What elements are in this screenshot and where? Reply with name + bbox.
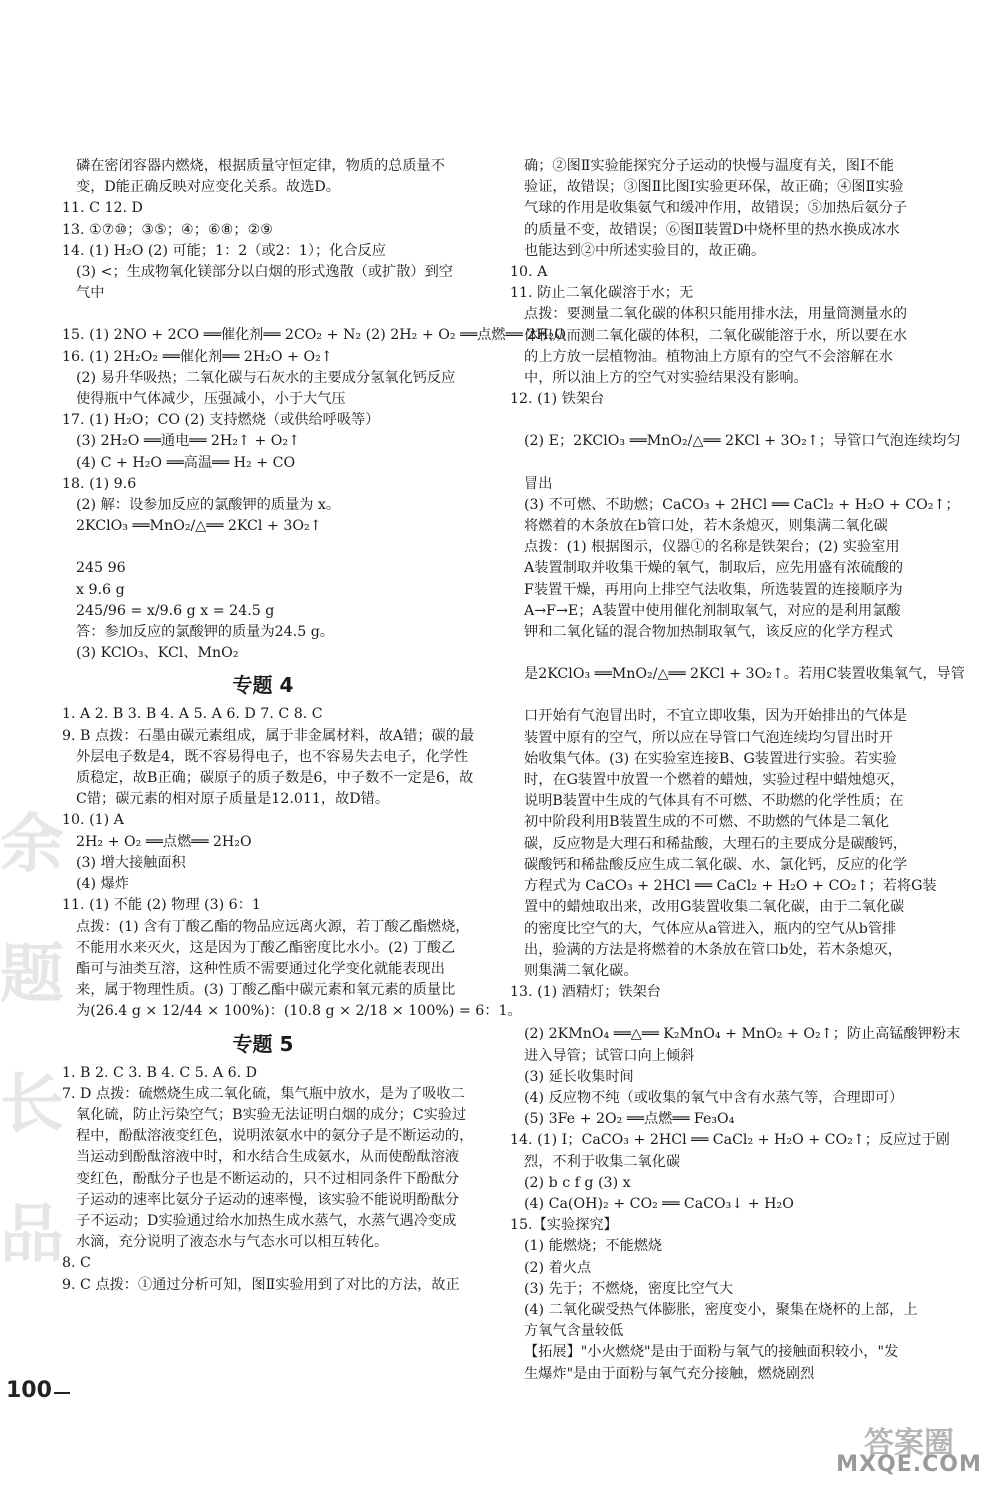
text-line: C错；碳元素的相对原子质量是12.011，故D错。: [76, 791, 390, 808]
text-line: 质稳定，故B正确；碳原子的质子数是6，中子数不一定是6，故: [76, 770, 474, 787]
text-line: 钾和二氧化锰的混合物加热制取氧气，该反应的化学方程式: [524, 624, 893, 641]
text-line: 当运动到酚酞溶液中时，和水结合生成氨水，从而使酚酞溶液: [76, 1149, 460, 1166]
text-line: (2) 着火点: [524, 1259, 592, 1276]
text-line: [62, 537, 464, 558]
text-line: 9. B 点拨：石墨由碳元素组成，属于非金属材料，故A错；碳的最: [62, 727, 475, 744]
text-line: 11. C 12. D: [62, 200, 143, 217]
text-line: 为(26.4 g × 12/44 × 100%)：(10.8 g × 2/18 × 100%) = 6：1。: [76, 1003, 522, 1020]
text-line: 12. (1) 铁架台: [510, 391, 605, 408]
section-5-answers: [62, 1063, 474, 1296]
text-line: 子运动的速率比氨分子运动的速率慢，该实验不能说明酚酞分: [76, 1191, 460, 1208]
text-line: (3) 延长收集时间: [524, 1068, 634, 1085]
text-line: (3) KClO₃、KCl、MnO₂: [76, 645, 239, 662]
text-line: 的密度比空气的大，气体应从a管进入，瓶内的空气从b管排: [524, 920, 897, 937]
text-line: 【拓展】"小火燃烧"是由于面粉与氧气的接触面积较小，"发: [524, 1344, 899, 1361]
text-line: (3) <；生成物氧化镁部分以白烟的形式逸散（或扩散）到空: [76, 264, 453, 281]
text-line: 说明B装置中生成的气体具有不可燃、不助燃的化学性质；在: [524, 793, 904, 810]
text-line: 将燃着的木条放在b管口处，若木条熄灭，则集满二氧化碳: [524, 518, 888, 535]
text-line: 答：参加反应的氯酸钾的质量为24.5 g。: [76, 624, 334, 641]
text-line: 1. A 2. B 3. B 4. A 5. A 6. D 7. C 8. C: [62, 706, 323, 723]
text-line: (2) 2KMnO₄ ══△══ K₂MnO₄ + MnO₂ + O₂↑；防止高锰酸钾粉末: [524, 1026, 961, 1043]
text-line: 也能达到②中所述实验目的，故正确。: [524, 242, 766, 259]
text-line: 使得瓶中气体减少，压强减小，小于大气压: [76, 391, 346, 408]
text-line: [510, 1003, 915, 1024]
text-line: 始收集气体。(3) 在实验室连接B、G装置进行实验。若实验: [524, 750, 897, 767]
text-line: A装置制取并收集干燥的氧气，制取后，应先用盛有浓硫酸的: [524, 560, 904, 577]
text-line: [510, 643, 915, 664]
text-line: (4) Ca(OH)₂ + CO₂ ══ CaCO₃↓ + H₂O: [524, 1195, 794, 1212]
text-line: (4) 爆炸: [76, 876, 129, 893]
text-line: (4) 反应物不纯（或收集的氧气中含有水蒸气等，合理即可）: [524, 1089, 904, 1106]
text-line: 方程式为 CaCO₃ + 2HCl ══ CaCl₂ + H₂O + CO₂↑；若将G装: [524, 878, 937, 895]
text-line: 11. 防止二氧化碳溶于水；无: [510, 285, 694, 302]
text-line: 体积从而测二氧化碳的体积，二氧化碳能溶于水，所以要在水: [524, 327, 908, 344]
text-line: (3) 先于；不燃烧，密度比空气大: [524, 1280, 734, 1297]
text-line: 程中，酚酞溶液变红色，说明浓氨水中的氨分子是不断运动的，: [76, 1128, 474, 1145]
text-line: 245/96 = x/9.6 g x = 24.5 g: [76, 602, 275, 619]
text-line: 气中: [76, 285, 105, 302]
section-4-answers: [62, 704, 522, 1022]
text-line: [510, 685, 915, 706]
text-line: (1) 能燃烧；不能燃烧: [524, 1238, 663, 1255]
text-line: 冒出: [524, 475, 553, 492]
text-line: 则集满二氧化碳。: [524, 962, 638, 979]
text-line: 水滴，充分说明了液态水与气态水可以相互转化。: [76, 1234, 389, 1251]
text-line: 气球的作用是收集氨气和缓冲作用，故错误；⑤加热后氨分子: [524, 200, 908, 217]
text-line: 15.【实验探究】: [510, 1217, 618, 1234]
text-line: 点拨：要测量二氧化碳的体积只能用排水法，用量筒测量水的: [524, 306, 908, 323]
text-line: (3) 2H₂O ══通电══ 2H₂↑ + O₂↑: [76, 433, 300, 450]
text-line: 点拨：(1) 根据图示，仪器①的名称是铁架台；(2) 实验室用: [524, 539, 900, 556]
text-line: 15. (1) 2NO + 2CO ══催化剂══ 2CO₂ + N₂ (2) 2H₂ + O₂ ══点燃══ 2H₂O: [62, 327, 566, 344]
text-line: (3) 增大接触面积: [76, 854, 186, 871]
text-line: 17. (1) H₂O；CO (2) 支持燃烧（或供给呼吸等）: [62, 412, 380, 429]
text-line: 14. (1) Ⅰ；CaCO₃ + 2HCl ══ CaCl₂ + H₂O + CO₂↑；反应过于剧: [510, 1132, 950, 1149]
text-line: 13. ①⑦⑩；③⑤；④；⑥⑧；②⑨: [62, 221, 274, 238]
text-line: 时，在G装置中放置一个燃着的蜡烛，实验过程中蜡烛熄灭，: [524, 772, 905, 789]
text-line: 来，属于物理性质。(3) 丁酸乙酯中碳元素和氧元素的质量比: [76, 982, 456, 999]
text-line: 18. (1) 9.6: [62, 475, 137, 492]
text-line: 14. (1) H₂O (2) 可能；1：2（或2：1）；化合反应: [62, 242, 386, 259]
text-line: 8. C: [62, 1255, 91, 1272]
text-line: (2) b c f g (3) x: [524, 1174, 631, 1191]
page-number: 100: [6, 1378, 52, 1403]
text-line: 出，验满的方法是将燃着的木条放在管口b处，若木条熄灭，: [524, 941, 902, 958]
text-line: (3) 不可燃、不助燃；CaCO₃ + 2HCl ══ CaCl₂ + H₂O + CO₂↑；: [524, 496, 960, 513]
text-line: (2) E；2KClO₃ ══MnO₂/△══ 2KCl + 3O₂↑；导管口气泡连续均匀: [524, 433, 961, 450]
text-line: 10. A: [510, 264, 548, 281]
text-line: 确；②图Ⅱ实验能探究分子运动的快慢与温度有关，图Ⅰ不能: [524, 158, 894, 174]
text-line: 的质量不变，故错误；⑥图Ⅱ装置D中烧杯里的热水换成冰水: [524, 221, 900, 238]
text-line: 中，所以油上方的空气对实验结果没有影响。: [524, 370, 808, 387]
right-column: [510, 156, 965, 1385]
text-line: 验证，故错误；③图Ⅱ比图Ⅰ实验更环保，故正确；④图Ⅱ实验: [524, 179, 904, 196]
text-line: 245 96: [76, 560, 126, 577]
text-line: 置中的蜡烛取出来，改用G装置收集二氧化碳，由于二氧化碳: [524, 899, 905, 916]
text-line: (2) 易升华吸热；二氧化碳与石灰水的主要成分氢氧化钙反应: [76, 369, 456, 386]
section-heading-4: 专题 4: [232, 673, 294, 698]
text-line: 初中阶段利用B装置生成的不可燃、不助燃的气体是二氧化: [524, 814, 890, 831]
text-line: [510, 410, 915, 431]
text-line: 变红色，酚酞分子也是不断运动的，只不过相同条件下酚酞分: [76, 1170, 460, 1187]
text-line: A→F→E；A装置中使用催化剂制取氧气，对应的是利用氯酸: [524, 602, 901, 619]
text-line: 子不运动；D实验通过给水加热生成水蒸气，水蒸气遇冷变成: [76, 1212, 457, 1229]
text-line: (2) 解：设参加反应的氯酸钾的质量为 x。: [76, 497, 341, 514]
text-line: 方氧气含量较低: [524, 1323, 624, 1340]
text-line: (5) 3Fe + 2O₂ ══点燃══ Fe₃O₄: [524, 1111, 735, 1128]
text-line: [510, 453, 915, 474]
text-line: F装置干燥，再用向上排空气法收集，所选装置的连接顺序为: [524, 581, 903, 598]
text-line: 不能用水来灭火，这是因为丁酸乙酯密度比水小。(2) 丁酸乙: [76, 939, 456, 956]
text-line: 11. (1) 不能 (2) 物理 (3) 6：1: [62, 897, 261, 914]
text-line: 点拨：(1) 含有丁酸乙酯的物品应远离火源，若丁酸乙酯燃烧，: [76, 918, 470, 935]
watermark: [828, 1418, 990, 1484]
text-line: 进入导管；试管口向上倾斜: [524, 1047, 695, 1064]
text-line: (4) C + H₂O ══高温══ H₂ + CO: [76, 454, 296, 471]
watermark-logo: 答案圈: [864, 1426, 954, 1461]
text-line: 16. (1) 2H₂O₂ ══催化剂══ 2H₂O + O₂↑: [62, 348, 333, 365]
text-line: 的上方放一层植物油。植物油上方原有的空气不会溶解在水: [524, 348, 893, 365]
text-line: [62, 304, 464, 325]
section-heading-5: 专题 5: [232, 1031, 294, 1056]
text-line: 13. (1) 酒精灯；铁架台: [510, 984, 661, 1001]
text-line: 装置中原有的空气，所以应在导管口气泡连续均匀冒出时开: [524, 729, 893, 746]
text-line: 2H₂ + O₂ ══点燃══ 2H₂O: [76, 833, 252, 850]
text-line: 变，D能正确反映对应变化关系。故选D。: [76, 179, 340, 196]
text-line: 2KClO₃ ══MnO₂/△══ 2KCl + 3O₂↑: [76, 518, 322, 535]
text-line: 外层电子数是4，既不容易得电子，也不容易失去电子，化学性: [76, 748, 469, 765]
text-line: 碳酸钙和稀盐酸反应生成二氧化碳、水、氯化钙，反应的化学: [524, 856, 908, 873]
text-line: 7. D 点拨：硫燃烧生成二氧化硫，集气瓶中放水，是为了吸收二: [62, 1085, 465, 1102]
text-line: 磷在密闭容器内燃烧，根据质量守恒定律，物质的总质量不: [76, 158, 445, 174]
text-line: (4) 二氧化碳受热气体膨胀，密度变小，聚集在烧杯的上部，上: [524, 1301, 918, 1318]
text-line: 10. (1) A: [62, 812, 124, 829]
text-line: 氧化硫，防止污染空气；B实验无法证明白烟的成分；C实验过: [76, 1106, 467, 1123]
watermark-url: MXQE.COM: [836, 1452, 982, 1477]
text-line: 酯可与油类互溶，这种性质不需要通过化学变化就能表现出: [76, 960, 445, 977]
text-line: 1. B 2. C 3. B 4. C 5. A 6. D: [62, 1064, 258, 1081]
text-line: 口开始有气泡冒出时，不宜立即收集，因为开始排出的气体是: [524, 708, 908, 725]
text-line: 烈，不利于收集二氧化碳: [524, 1153, 681, 1170]
text-line: 9. C 点拨：①通过分析可知，图Ⅱ实验用到了对比的方法，故正: [62, 1276, 460, 1293]
text-line: x 9.6 g: [76, 581, 125, 598]
text-line: 碳，反应物是大理石和稀盐酸，大理石的主要成分是碳酸钙，: [524, 835, 908, 852]
page-number-dash: [54, 1392, 70, 1394]
text-line: 生爆炸"是由于面粉与氧气充分接触，燃烧剧烈: [524, 1365, 815, 1382]
text-line: 是2KClO₃ ══MnO₂/△══ 2KCl + 3O₂↑。若用C装置收集氧气，导管: [524, 666, 965, 683]
answers-right: [510, 156, 965, 1385]
edge-watermark: 余 题 长 品: [0, 808, 64, 1272]
